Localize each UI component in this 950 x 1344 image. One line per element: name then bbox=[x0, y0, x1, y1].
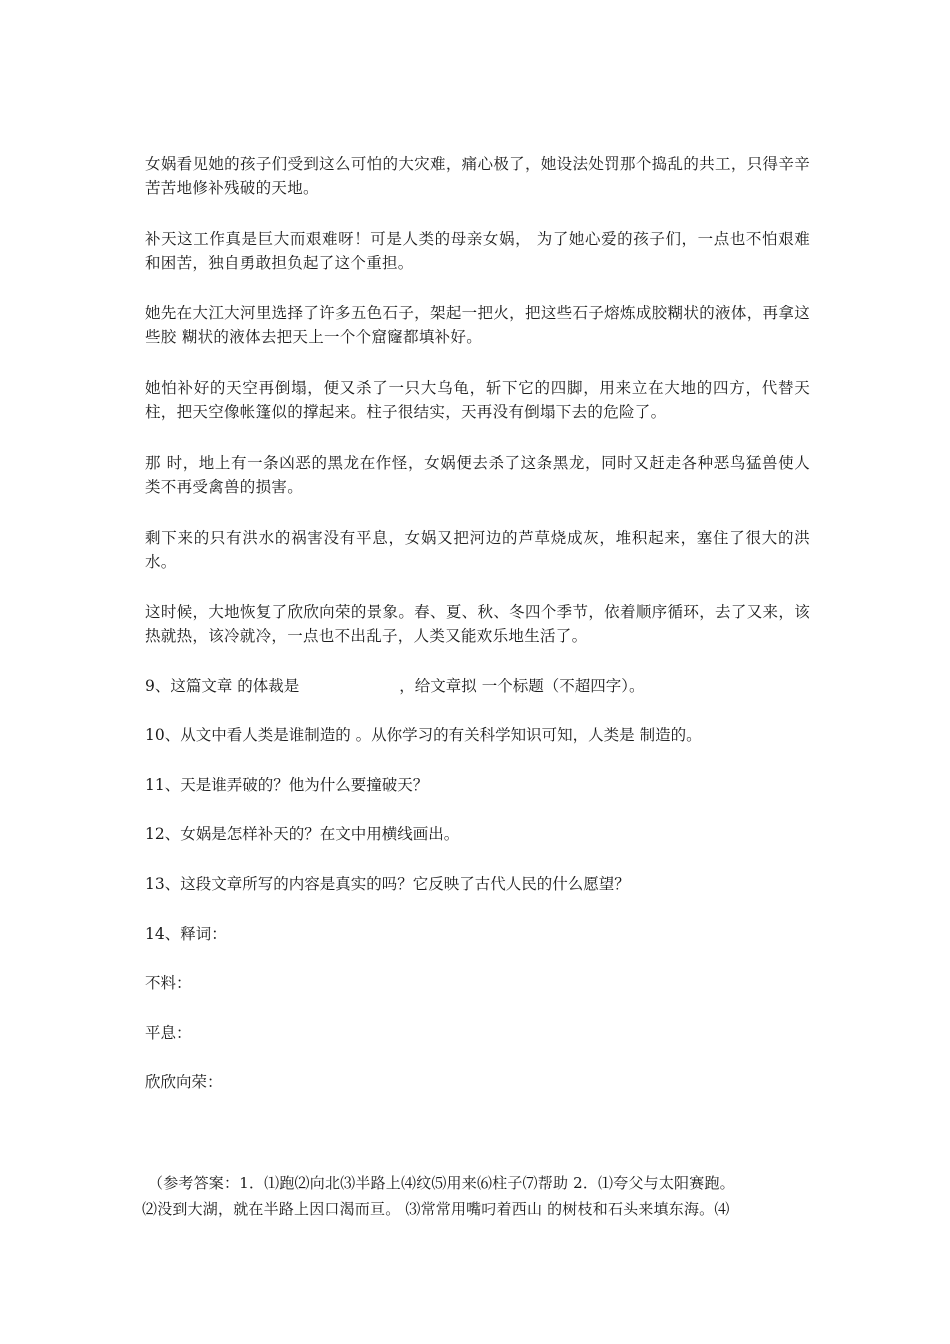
story-paragraph-1: 女娲看见她的孩子们受到这么可怕的大灾难，痛心极了，她设法处罚那个捣乱的共工，只得辛辛苦苦地修补残破的天地。 bbox=[145, 155, 810, 197]
question-9-part2: ，给文章拟 一个标题（不超四字）。 bbox=[399, 677, 645, 695]
question-11: 11、天是谁弄破的？他为什么要撞破天？ bbox=[145, 776, 429, 794]
story-paragraph-6: 剩下来的只有洪水的祸害没有平息，女娲又把河边的芦草烧成灰，堆积起来，塞住了很大的洪水。 bbox=[145, 529, 810, 571]
story-paragraph-5: 那 时，地上有一条凶恶的黑龙在作怪，女娲便去杀了这条黑龙，同时又赶走各种恶鸟猛兽使人类不再受禽兽的损害。 bbox=[145, 454, 810, 496]
question-10: 10、从文中看人类是谁制造的 。从你学习的有关科学知识可知，人类是 制造的。 bbox=[145, 726, 702, 744]
question-13: 13、这段文章所写的内容是真实的吗？它反映了古代人民的什么愿望？ bbox=[145, 875, 630, 893]
story-paragraph-3: 她先在大江大河里选择了许多五色石子，架起一把火，把这些石子熔炼成胶糊状的液体，再拿这些胶 糊状的液体去把天上一个个窟窿都填补好。 bbox=[145, 304, 810, 346]
reference-answer-line-1: （参考答案：1．⑴跑⑵向北⑶半路上⑷纹⑸用来⑹柱子⑺帮助 2．⑴夸父与太阳赛跑。 bbox=[148, 1174, 735, 1192]
question-12: 12、女娲是怎样补天的？在文中用横线画出。 bbox=[145, 825, 460, 843]
question-14: 14、释词： bbox=[145, 925, 227, 943]
story-paragraph-7: 这时候，大地恢复了欣欣向荣的景象。春、夏、秋、冬四个季节，依着顺序循环，去了又来，该热就热，该冷就冷，一点也不出乱子，人类又能欢乐地生活了。 bbox=[145, 603, 810, 645]
term-xinxinxiangrong: 欣欣向荣： bbox=[145, 1073, 223, 1091]
question-9-part1: 9、这篇文章 的体裁是 bbox=[145, 677, 300, 695]
term-pingxi: 平息： bbox=[145, 1024, 192, 1042]
story-paragraph-2: 补天这工作真是巨大而艰难呀！可是人类的母亲女娲， 为了她心爱的孩子们，一点也不怕艰难和困苦，独自勇敢担负起了这个重担。 bbox=[145, 230, 810, 272]
reference-answer-line-2: ⑵没到大湖，就在半路上因口渴而亘。 ⑶常常用嘴叼着西山 的树枝和石头来填东海。⑷ bbox=[142, 1200, 730, 1218]
question-9 bbox=[145, 674, 810, 698]
term-buliao: 不料： bbox=[145, 974, 192, 992]
story-paragraph-4: 她怕补好的天空再倒塌，便又杀了一只大乌龟，斩下它的四脚，用来立在大地的四方，代替天柱，把天空像帐篷似的撑起来。柱子很结实，天再没有倒塌下去的危险了。 bbox=[145, 379, 810, 421]
